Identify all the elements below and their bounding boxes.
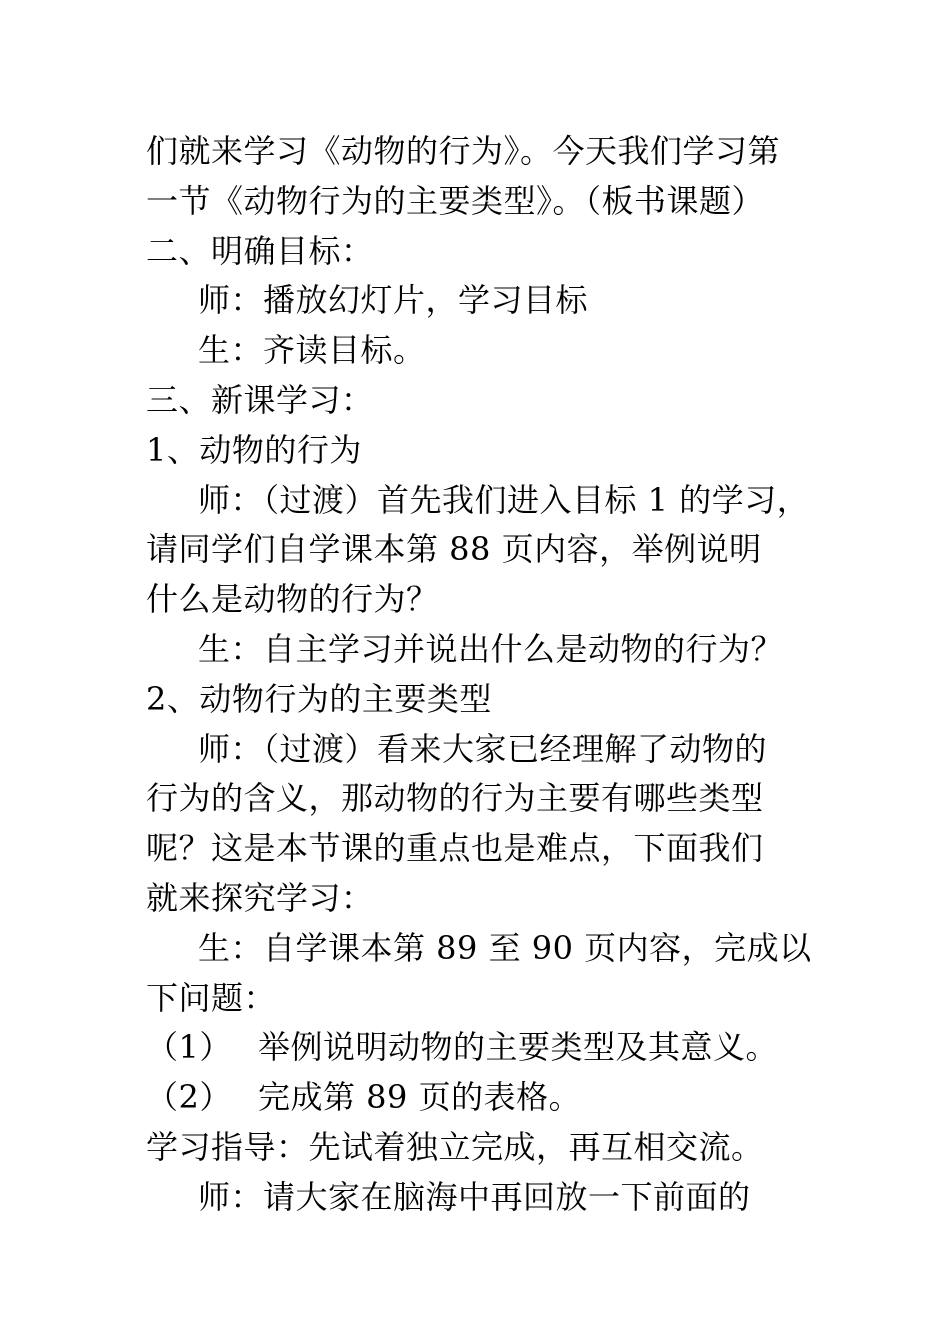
text-line: 师：播放幻灯片，学习目标 [198, 281, 589, 320]
item-text: 举例说明动物的主要类型及其意义。 [258, 1028, 779, 1067]
text-line: 师：（过渡）首先我们进入目标 1 的学习， [198, 480, 810, 519]
section-heading: 三、新课学习： [146, 380, 374, 419]
item-number: （1） [146, 1028, 232, 1067]
text-line: 师：请大家在脑海中再回放一下前面的 [198, 1177, 751, 1216]
text-line: 生：齐读目标。 [198, 331, 426, 370]
text-line: 们就来学习《动物的行为》。今天我们学习第 [146, 132, 781, 170]
text-line: 下问题： [146, 978, 277, 1017]
item-number: （2） [146, 1078, 232, 1117]
text-line: 请同学们自学课本第 88 页内容，举例说明 [146, 530, 762, 569]
text-line: 生：自学课本第 89 至 90 页内容，完成以 [198, 928, 812, 967]
text-line: 师：（过渡）看来大家已经理解了动物的 [198, 729, 768, 768]
subsection-heading: 2、动物行为的主要类型 [146, 679, 492, 718]
text-line: 就来探究学习： [146, 878, 374, 917]
document-body [146, 127, 826, 1223]
text-line: 呢？这是本节课的重点也是难点，下面我们 [146, 829, 764, 868]
text-line: 什么是动物的行为？ [146, 580, 439, 619]
text-line: 行为的含义，那动物的行为主要有哪些类型 [146, 779, 764, 818]
section-heading: 二、明确目标： [146, 231, 374, 270]
text-line: 一节《动物行为的主要类型》。（板书课题） [146, 181, 765, 220]
item-text: 完成第 89 页的表格。 [258, 1078, 582, 1117]
numbered-item [146, 1073, 826, 1123]
numbered-item [146, 1023, 826, 1073]
text-line: 生：自主学习并说出什么是动物的行为？ [198, 629, 784, 668]
text-line: 学习指导：先试着独立完成，再互相交流。 [146, 1127, 764, 1166]
subsection-heading: 1、动物的行为 [146, 430, 362, 469]
